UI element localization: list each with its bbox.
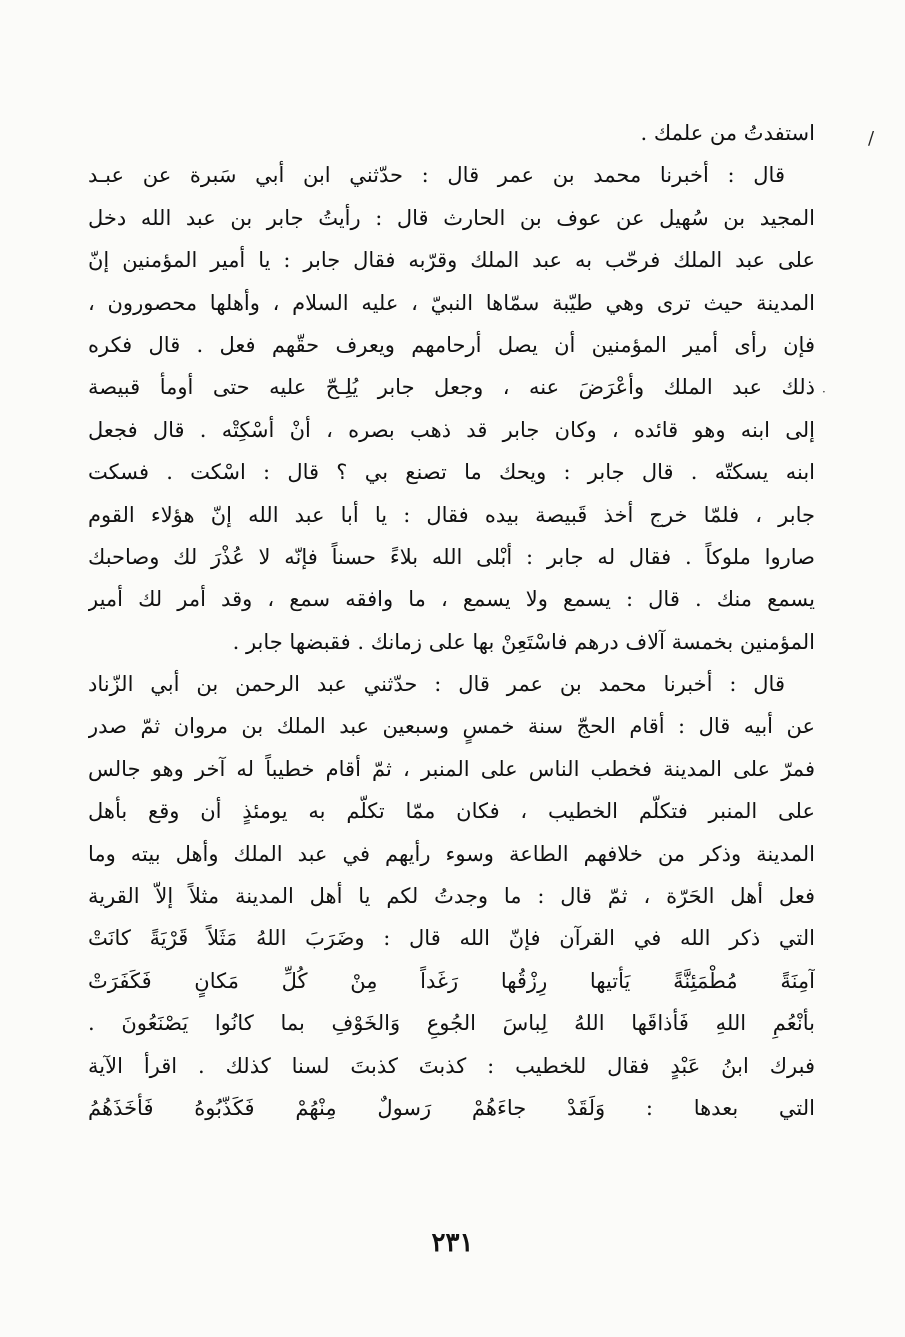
text-line: على عبد الملك فرحّب به عبد الملك وقرّبه فقال جابر : يا أمير المؤمنين إنّ	[88, 248, 815, 273]
stray-mark: ·	[822, 385, 826, 399]
text-line: استفدتُ من علمك .	[640, 121, 815, 145]
text-line: المجيد بن سُهيل عن عوف بن الحارث قال : رأيتُ جابر بن عبد الله دخل	[88, 205, 815, 230]
text-line: فعل أهل الحَرّة ، ثمّ قال : ما وجدتُ لكم يا أهل المدينة مثلاً إلاّ القرية	[88, 884, 815, 909]
text-line: قال : أخبرنا محمد بن عمر قال : حدّثني عبد الرحمن بن أبي الزّناد	[88, 672, 785, 697]
text-line: المدينة حيث ترى وهي طيّبة سمّاها النبيّ ، عليه السلام ، وأهلها محصورون ،	[88, 290, 815, 315]
text-line: بأنْعُمِ اللهِ فَأذاقَها اللهُ لِباسَ الجُوعِ وَالخَوْفِ بما كانُوا يَصْنَعُونَ .	[88, 1011, 815, 1036]
text-line: صاروا ملوكاً . فقال له جابر : أبْلى الله بلاءً حسناً فإنّه لا عُذْرَ لك وصاحبك	[88, 544, 815, 569]
text-line: يسمع منك . قال : يسمع ولا يسمع ، ما وافقه سمع ، وقد أمر لك أمير	[88, 587, 815, 612]
text-line: التي بعدها : وَلَقَدْ جاءَهُمْ رَسولٌ مِنْهُمْ فَكَذّبُوهُ فَأخَذَهُمُ	[88, 1095, 815, 1120]
margin-mark: /	[868, 128, 875, 149]
text-line: إلى ابنه وهو قائده ، وكان جابر قد ذهب بصره ، أنْ أسْكِتْه . قال فجعل	[88, 417, 815, 442]
text-line: فمرّ على المدينة فخطب الناس على المنبر ، ثمّ أقام خطيباً له آخر وهو جالس	[88, 756, 815, 781]
text-line: آمِنَةً مُطْمَئِنَّةً يَأتيها رِزْقُها رَغَداً مِنْ كُلِّ مَكانٍ فَكَفَرَتْ	[88, 968, 815, 993]
page-number: ٢٣١	[431, 1228, 474, 1258]
page-text-body	[88, 112, 815, 1129]
text-line: جابر ، فلمّا خرج أخذ قَبيصة بيده فقال : يا أبا عبد الله إنّ هؤلاء القوم	[88, 502, 815, 527]
text-line: عن أبيه قال : أقام الحجّ سنة خمسٍ وسبعين عبد الملك بن مروان ثمّ صدر	[88, 714, 815, 739]
text-line: فبرك ابنُ عَبْدٍ فقال للخطيب : كذبتَ كذبتَ لسنا كذلك . اقرأ الآية	[88, 1053, 815, 1078]
text-line: ذلك عبد الملك وأعْرَضَ عنه ، وجعل جابر يُلِـحّ عليه حتى أومأ قبيصة	[88, 375, 815, 400]
text-line: ابنه يسكتّه . قال جابر : ويحك ما تصنع بي ؟ قال : اسْكت . فسكت	[88, 460, 815, 485]
text-line: على المنبر فتكلّم الخطيب ، فكان ممّا تكلّم به يومئذٍ أن وقع بأهل	[88, 799, 815, 824]
text-line: المدينة وذكر من خلافهم الطاعة وسوء رأيهم في عبد الملك وأهل بيته وما	[88, 841, 815, 866]
text-line: المؤمنين بخمسة آلاف درهم فاسْتَعِنْ بها على زمانك . فقبضها جابر .	[232, 629, 815, 654]
text-line: قال : أخبرنا محمد بن عمر قال : حدّثني ابن أبي سَبرة عن عبـد	[88, 163, 785, 188]
text-line: فإن رأى أمير المؤمنين أن يصل أرحامهم ويعرف حقّهم فعل . قال فكره	[88, 332, 815, 357]
text-line: التي ذكر الله في القرآن فإنّ الله قال : وضَرَبَ اللهُ مَثَلاً قَرْيَةً كانَتْ	[88, 926, 815, 951]
